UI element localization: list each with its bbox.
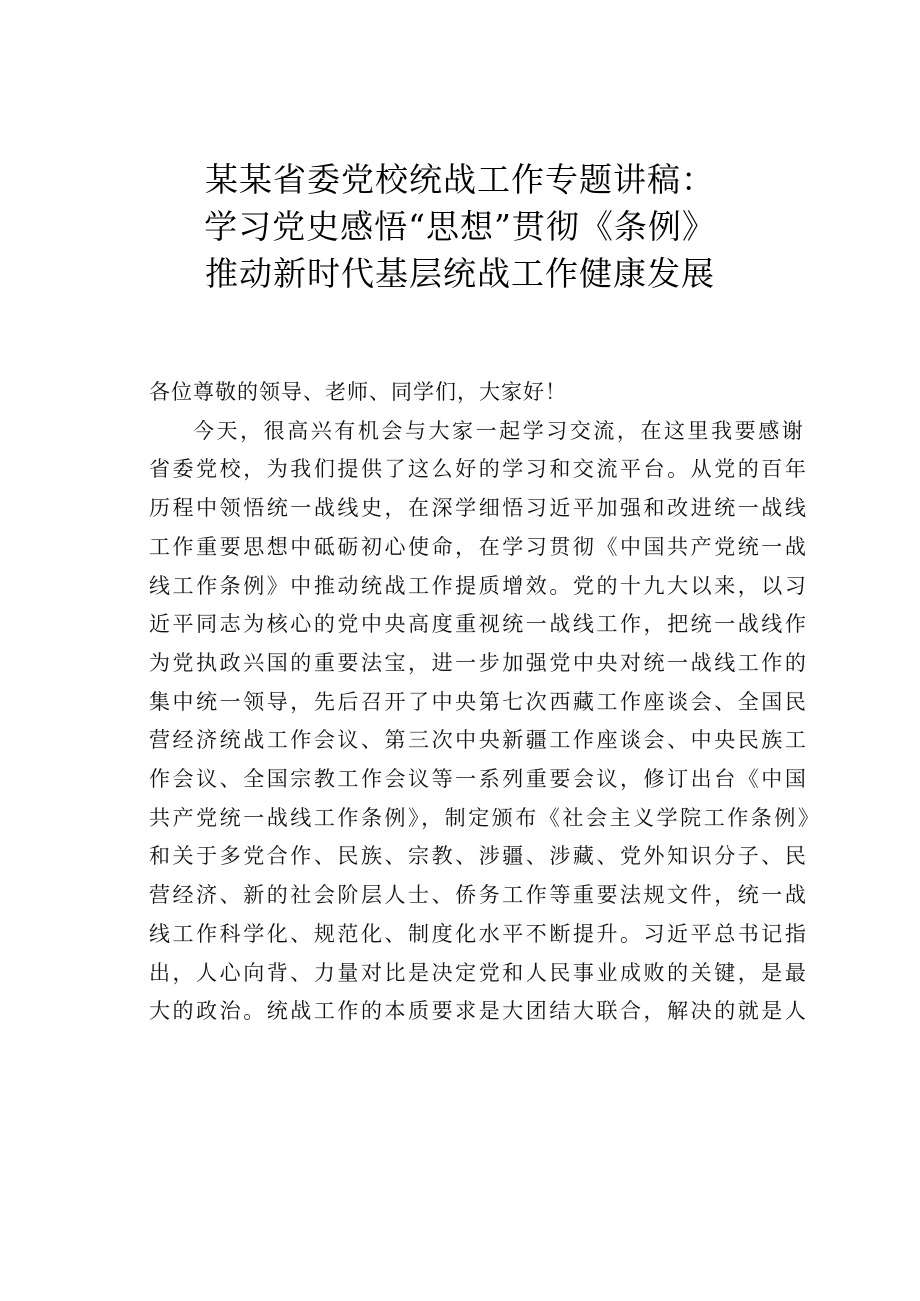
document-body — [149, 373, 822, 1031]
paragraph-line: 集中统一领导，先后召开了中央第七次西藏工作座谈会、全国民 — [149, 689, 809, 714]
paragraph-line: 和关于多党合作、民族、宗教、涉疆、涉藏、党外知识分子、民 — [149, 844, 809, 869]
title-line-1: 某某省委党校统战工作专题讲稿： — [205, 160, 715, 199]
paragraph-line: 为党执政兴国的重要法宝，进一步加强党中央对统一战线工作的 — [149, 650, 809, 675]
paragraph-line: 历程中领悟统一战线史，在深学细悟习近平加强和改进统一战线 — [149, 496, 809, 521]
document-title — [0, 156, 920, 297]
paragraph-line: 线工作科学化、规范化、制度化水平不断提升。习近平总书记指 — [149, 921, 809, 946]
paragraph-line: 营经济、新的社会阶层人士、侨务工作等重要法规文件，统一战 — [149, 883, 809, 908]
paragraph-line: 今天，很高兴有机会与大家一起学习交流，在这里我要感谢 — [193, 418, 806, 443]
paragraph-line: 大的政治。统战工作的本质要求是大团结大联合，解决的就是人 — [149, 999, 809, 1024]
title-line-2: 学习党史感悟“思想”贯彻《条例》 — [204, 207, 716, 246]
paragraph-line: 省委党校，为我们提供了这么好的学习和交流平台。从党的百年 — [149, 457, 809, 482]
paragraph-line: 线工作条例》中推动统战工作提质增效。党的十九大以来，以习 — [149, 573, 809, 598]
title-line-3: 推动新时代基层统战工作健康发展 — [205, 254, 715, 293]
paragraph-line: 工作重要思想中砥砺初心使命，在学习贯彻《中国共产党统一战 — [149, 534, 809, 559]
paragraph-line: 营经济统战工作会议、第三次中央新疆工作座谈会、中央民族工 — [149, 728, 809, 753]
paragraph-line: 作会议、全国宗教工作会议等一系列重要会议，修订出台《中国 — [149, 767, 809, 792]
paragraph-line: 近平同志为核心的党中央高度重视统一战线工作，把统一战线作 — [149, 612, 809, 637]
paragraph-line: 出，人心向背、力量对比是决定党和人民事业成败的关键，是最 — [149, 960, 809, 985]
paragraph — [149, 412, 822, 1031]
salutation: 各位尊敬的领导、老师、同学们，大家好！ — [149, 380, 567, 404]
paragraph-line: 共产党统一战线工作条例》，制定颁布《社会主义学院工作条例》 — [149, 805, 822, 830]
